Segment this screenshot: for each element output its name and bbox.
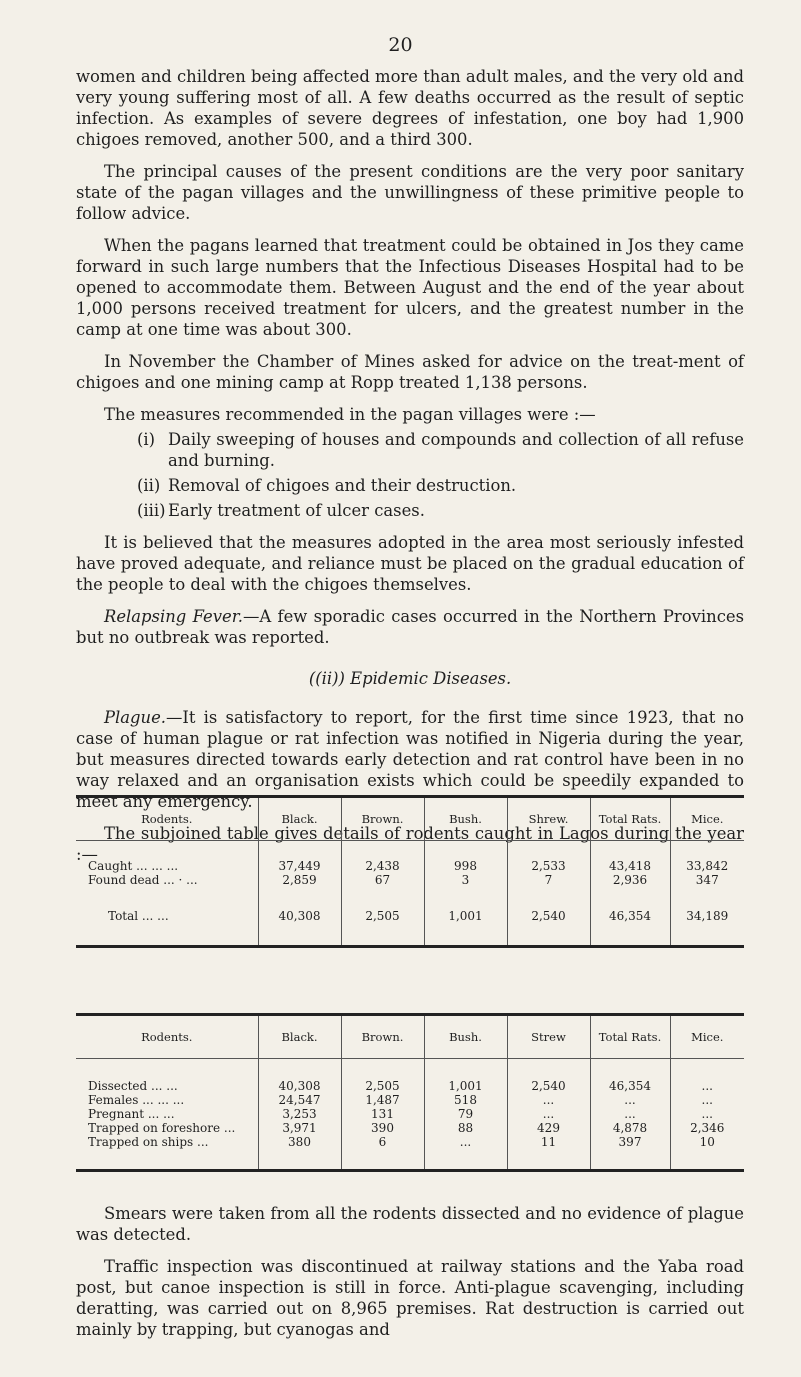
table-cell: 40,308	[258, 887, 341, 947]
column-header: Black.	[258, 1015, 341, 1059]
table-cell: 2,859	[258, 873, 341, 887]
table-header-row	[76, 1015, 744, 1059]
table-cell: 2,540	[507, 887, 590, 947]
table-cell: 1,001	[424, 887, 507, 947]
table-row	[76, 1121, 744, 1135]
table-row	[76, 841, 744, 874]
table-row	[76, 1093, 744, 1107]
paragraph: The measures recommended in the pagan villages were :—	[104, 405, 596, 424]
paragraph: Traffic inspection was discontinued at railway stations and the Yaba road post, but canoe inspection is still in force. Anti-plague scavenging, including deratting, was carried out on 8,965 premises. Rat destruction is carried out mainly by trapping, but cyanogas and	[76, 1257, 744, 1339]
section-heading: ((ii)) Epidemic Diseases.	[308, 669, 512, 688]
list-item	[76, 500, 744, 521]
table-cell: 2,505	[341, 1059, 424, 1094]
column-header: Rodents.	[76, 797, 258, 841]
column-header: Strew	[507, 1015, 590, 1059]
table-cell: 1,487	[341, 1093, 424, 1107]
table-cell: 518	[424, 1093, 507, 1107]
table-row	[76, 1135, 744, 1171]
subsection-title: Plague.	[104, 708, 167, 727]
table-cell: ...	[670, 1093, 744, 1107]
table-cell: 2,540	[507, 1059, 590, 1094]
page-number: 20	[388, 34, 413, 56]
table-cell: 429	[507, 1121, 590, 1135]
paragraph: It is believed that the measures adopted in the area most seriously infested have proved adequate, and reliance must be placed on the gradual education of the people to deal with the chigoes themselves.	[76, 533, 744, 594]
column-header: Mice.	[670, 1015, 744, 1059]
table-cell: 2,438	[341, 841, 424, 874]
table-cell: 2,346	[670, 1121, 744, 1135]
table-row	[76, 873, 744, 887]
table-cell: 397	[590, 1135, 670, 1171]
rodents-dissected-table	[76, 1013, 744, 1172]
table-cell: 2,533	[507, 841, 590, 874]
paragraph: women and children being affected more than adult males, and the very old and very young suffering most of all. A few deaths occurred as the result of septic infection. As examples of severe degrees of infestation, one boy had 1,900 chigoes removed, another 500, and a third 300.	[76, 67, 744, 149]
table-cell: ...	[670, 1059, 744, 1094]
table-header-row	[76, 797, 744, 841]
table-cell: 7	[507, 873, 590, 887]
table-cell: 88	[424, 1121, 507, 1135]
column-header: Shrew.	[507, 797, 590, 841]
row-label: Pregnant ... ...	[88, 1107, 175, 1121]
table-cell: 390	[341, 1121, 424, 1135]
column-header: Black.	[258, 797, 341, 841]
table-row	[76, 1107, 744, 1121]
table-cell: 46,354	[590, 887, 670, 947]
table-cell: 2,505	[341, 887, 424, 947]
row-label: Total ... ...	[108, 909, 169, 923]
list-item	[76, 429, 744, 471]
table-cell: ...	[424, 1135, 507, 1171]
paragraph	[76, 606, 744, 648]
table-cell: 2,936	[590, 873, 670, 887]
body-text-lower	[76, 1203, 744, 1340]
paragraph: In November the Chamber of Mines asked for advice on the treat-ment of chigoes and one mining camp at Ropp treated 1,138 persons.	[76, 352, 744, 392]
table-total-row	[76, 887, 744, 947]
heading-number: (ii)	[315, 669, 339, 688]
table-cell: 67	[341, 873, 424, 887]
column-header: Mice.	[670, 797, 744, 841]
table-cell: 24,547	[258, 1093, 341, 1107]
list-text: Removal of chigoes and their destruction.	[168, 476, 517, 495]
row-label: Caught ... ... ...	[88, 859, 179, 873]
column-header: Rodents.	[76, 1015, 258, 1059]
table-cell: ...	[507, 1093, 590, 1107]
table-cell: 37,449	[258, 841, 341, 874]
heading-text: Epidemic Diseases.	[350, 669, 512, 688]
list-number: (ii)	[137, 476, 161, 495]
subsection-title: Relapsing Fever.	[104, 607, 243, 626]
table-cell: 3	[424, 873, 507, 887]
table-cell: 34,189	[670, 887, 744, 947]
row-label: Dissected ... ...	[88, 1079, 178, 1093]
list-number: (iii)	[137, 501, 166, 520]
paragraph: Smears were taken from all the rodents dissected and no evidence of plague was detected.	[76, 1204, 744, 1244]
table-cell: 40,308	[258, 1059, 341, 1094]
column-header: Bush.	[424, 1015, 507, 1059]
table-cell: ...	[507, 1107, 590, 1121]
column-header: Brown.	[341, 1015, 424, 1059]
table-cell: 4,878	[590, 1121, 670, 1135]
table-cell: 380	[258, 1135, 341, 1171]
list-item	[76, 475, 744, 496]
paragraph-text: —A few sporadic cases occurred in the Northern Provinces but no outbreak was reported.	[76, 607, 744, 647]
column-header: Total Rats.	[590, 1015, 670, 1059]
column-header: Brown.	[341, 797, 424, 841]
list-text: Daily sweeping of houses and compounds and collection of all refuse and burning.	[168, 430, 744, 470]
table-cell: 998	[424, 841, 507, 874]
table-row	[76, 1059, 744, 1094]
list-text: Early treatment of ulcer cases.	[168, 501, 425, 520]
table-cell: 6	[341, 1135, 424, 1171]
column-header: Bush.	[424, 797, 507, 841]
table-cell: 1,001	[424, 1059, 507, 1094]
paragraph: When the pagans learned that treatment could be obtained in Jos they came forward in such large numbers that the Infectious Diseases Hospital had to be opened to accommodate them. Between August and the end of the year about 1,000 persons received treatment for ulcers, and the greatest number in the camp at one time was about 300.	[76, 236, 744, 339]
body-text-upper	[76, 66, 744, 865]
row-label: Trapped on ships ...	[88, 1135, 209, 1149]
table-cell: ...	[590, 1093, 670, 1107]
table-cell: 131	[341, 1107, 424, 1121]
rodents-caught-table	[76, 795, 744, 948]
table-cell: 46,354	[590, 1059, 670, 1094]
table-cell: ...	[590, 1107, 670, 1121]
table-cell: ...	[670, 1107, 744, 1121]
table-cell: 3,253	[258, 1107, 341, 1121]
paragraph: The principal causes of the present conditions are the very poor sanitary state of the pagan villages and the unwillingness of these primitive people to follow advice.	[76, 162, 744, 223]
row-label: Found dead ... · ...	[88, 873, 198, 887]
paragraph: The subjoined table gives details of rodents caught in Lagos during the year :—	[76, 824, 744, 864]
list-number: (i)	[137, 430, 156, 449]
table-cell: 11	[507, 1135, 590, 1171]
column-header: Total Rats.	[590, 797, 670, 841]
table-cell: 347	[670, 873, 744, 887]
row-label: Females ... ... ...	[88, 1093, 185, 1107]
row-label: Trapped on foreshore ...	[88, 1121, 236, 1135]
table-cell: 10	[670, 1135, 744, 1171]
table-cell: 79	[424, 1107, 507, 1121]
table-cell: 33,842	[670, 841, 744, 874]
table-cell: 3,971	[258, 1121, 341, 1135]
paragraph-text: —It is satisfactory to report, for the first time since 1923, that no case of human plague or rat infection was notified in Nigeria during the year, but measures directed towards early detection and rat control have been in no way relaxed and an organisation exists which could be speedily expanded to meet any emergency.	[76, 708, 744, 811]
table-cell: 43,418	[590, 841, 670, 874]
